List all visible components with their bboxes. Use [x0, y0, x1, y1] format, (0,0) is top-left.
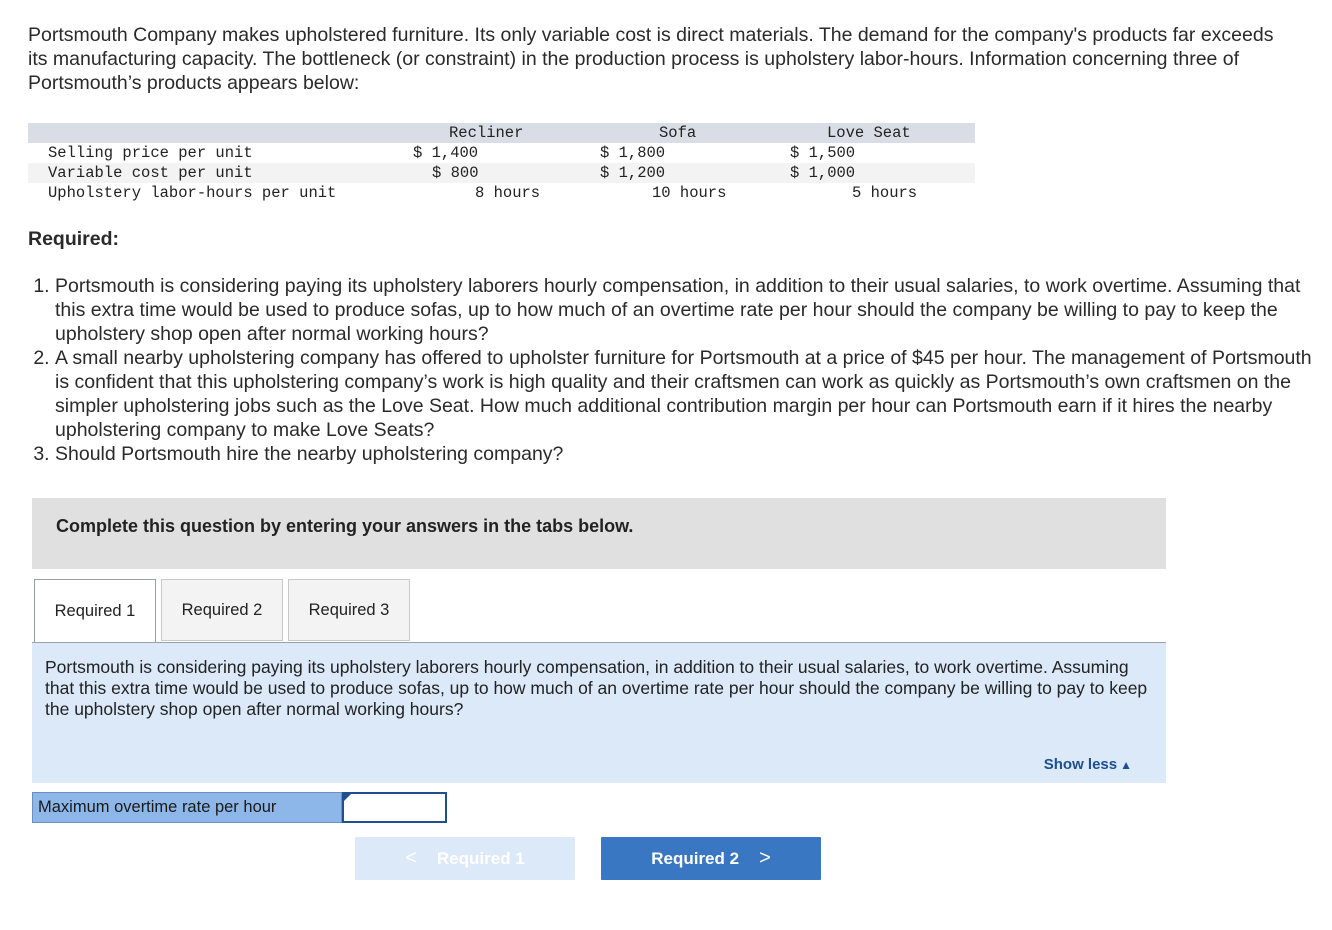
overtime-rate-input[interactable] — [342, 792, 447, 823]
prev-button-label: Required 1 — [436, 848, 525, 868]
question-panel — [32, 643, 1166, 783]
triangle-up-icon: ▲ — [1120, 758, 1132, 772]
row-label: Selling price per unit — [48, 144, 253, 162]
instruction-banner — [32, 498, 1166, 569]
row-label: Variable cost per unit — [48, 164, 253, 182]
row-label: Upholstery labor-hours per unit — [48, 184, 337, 202]
tab-bar — [32, 578, 1166, 643]
table-cell: $ 1,200 — [600, 164, 666, 182]
question-item: 1. Portsmouth is considering paying its upholstery laborers hourly compensation, in addition to their usual salaries, to work overtime. Assuming that this extra time would be used to produce sofas, up to how much of an overtime rate per hour should the company be willing to pay to keep the upholstery shop open after normal working hours? — [55, 274, 1315, 346]
column-header-love-seat: Love Seat — [827, 124, 911, 142]
required-heading: Required: — [28, 228, 120, 250]
question-panel-text: Portsmouth is considering paying its upholstery laborers hourly compensation, in addition to their usual salaries, to work overtime. Assuming that this extra time would be used to produce sofas, up to how much of an overtime rate per hour should the company be willing to pay to keep the upholstery shop open after normal working hours? — [45, 657, 1148, 719]
tab-required-2[interactable]: Required 2 — [161, 579, 283, 641]
tab-required-1[interactable]: Required 1 — [34, 579, 156, 643]
table-cell: 10 hours — [652, 184, 727, 202]
instruction-text: Complete this question by entering your answers in the tabs below. — [56, 516, 634, 536]
chevron-right-icon: > — [759, 847, 771, 869]
table-row — [28, 163, 975, 183]
table-header-row — [28, 123, 975, 143]
question-item: 3. Should Portsmouth hire the nearby upholstering company? — [55, 442, 1315, 466]
table-cell: $ 1,000 — [790, 164, 856, 182]
product-data-table — [28, 123, 975, 203]
table-cell: $ 1,500 — [790, 144, 856, 162]
show-less-label: Show less — [1043, 756, 1118, 773]
chevron-left-icon: < — [405, 847, 417, 869]
table-cell: 8 hours — [475, 184, 541, 202]
next-button-label: Required 2 — [651, 848, 740, 868]
question-item: 2. A small nearby upholstering company has offered to upholster furniture for Portsmouth at a price of $45 per hour. The management of Portsmouth is confident that this upholstering company’s work is high quality and their craftsmen can work as quickly as Portsmouth’s own craftsmen on the simpler upholstering jobs such as the Love Seat. How much additional contribution margin per hour can Portsmouth earn if it hires the nearby upholstering company to make Love Seats? — [55, 346, 1315, 442]
answer-label: Maximum overtime rate per hour — [32, 792, 342, 823]
table-cell: 5 hours — [852, 184, 918, 202]
column-header-recliner: Recliner — [449, 124, 524, 142]
next-button[interactable] — [601, 837, 821, 880]
intro-text: Portsmouth Company makes upholstered furniture. Its only variable cost is direct materials. The demand for the company's products far exceeds its manufacturing capacity. The bottleneck (or constraint) in the production process is upholstery labor-hours. Information concerning three of Portsmouth’s products appears below: — [28, 24, 1274, 94]
tab-required-3[interactable]: Required 3 — [288, 579, 410, 641]
table-cell: $ 800 — [432, 164, 479, 182]
table-row — [28, 183, 975, 203]
input-flag-icon — [343, 793, 352, 802]
required-questions-list — [28, 274, 1315, 466]
table-cell: $ 1,800 — [600, 144, 666, 162]
column-header-sofa: Sofa — [659, 124, 697, 142]
table-cell: $ 1,400 — [413, 144, 479, 162]
prev-button[interactable] — [355, 837, 575, 880]
show-less-link[interactable] — [1044, 756, 1132, 773]
table-row — [28, 143, 975, 163]
